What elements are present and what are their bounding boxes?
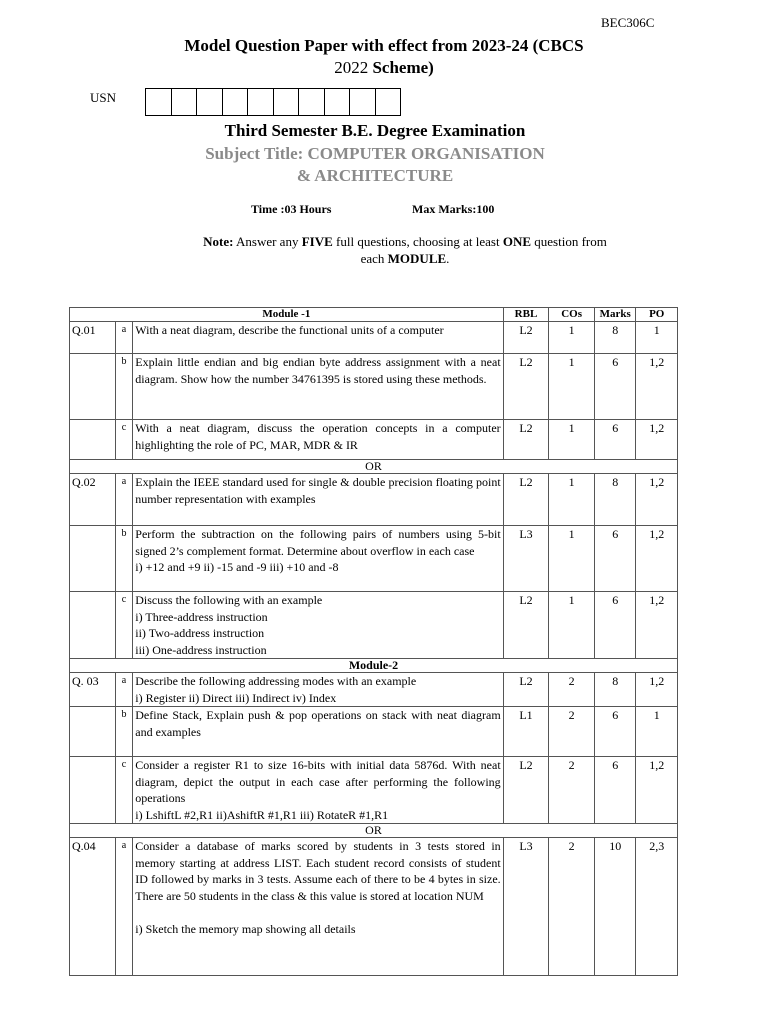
co-value: 1 — [549, 322, 595, 354]
rbl-value: L2 — [503, 757, 549, 824]
po-value: 2,3 — [636, 838, 678, 976]
question-text — [133, 673, 503, 707]
rbl-value: L2 — [503, 673, 549, 707]
course-code: BEC306C — [601, 15, 655, 30]
sub-question-letter: c — [115, 420, 133, 460]
po-value: 1,2 — [636, 526, 678, 592]
exam-title: Third Semester B.E. Degree Examination — [224, 121, 526, 140]
rbl-value: L3 — [503, 838, 549, 976]
marks-value: 6 — [594, 420, 636, 460]
po-value: 1 — [636, 707, 678, 757]
co-value: 2 — [549, 838, 595, 976]
question-text-line: Consider a database of marks scored by students in 3 tests stored in memory starting at address LIST. Each student record consists of student ID followed by marks in 3 tests. Assume each of there to be 4 bytes in size. There are 50 students in the class & this value is stored at location NUM — [135, 839, 501, 903]
sub-question-letter: a — [115, 673, 133, 707]
sub-question-letter: b — [115, 707, 133, 757]
paper-title — [0, 35, 768, 79]
table-row — [70, 673, 678, 707]
question-text-line: iii) One-address instruction — [135, 642, 267, 657]
title-line-2-word: Scheme) — [372, 58, 434, 77]
or-row — [70, 460, 678, 474]
subject-line-2: & ARCHITECTURE — [296, 166, 454, 185]
marks-value: 6 — [594, 592, 636, 659]
sub-question-letter: b — [115, 526, 133, 592]
question-text — [133, 757, 503, 824]
question-number: Q.04 — [70, 838, 116, 976]
rbl-value: L2 — [503, 420, 549, 460]
co-value: 1 — [549, 420, 595, 460]
rbl-value: L3 — [503, 526, 549, 592]
question-text — [133, 838, 503, 976]
marks-header: Marks — [594, 308, 636, 322]
question-number — [70, 757, 116, 824]
sub-question-letter: c — [115, 592, 133, 659]
rbl-value: L2 — [503, 474, 549, 526]
question-text-line: With a neat diagram, discuss the operation concepts in a computer highlighting the role of PC, MAR, MDR & IR — [135, 421, 501, 452]
usn-box[interactable] — [375, 88, 402, 116]
po-value: 1 — [636, 322, 678, 354]
subject-line-1: Subject Title: COMPUTER ORGANISATION — [205, 144, 545, 163]
table-row — [70, 757, 678, 824]
instructions-note — [190, 233, 620, 267]
rbl-header: RBL — [503, 308, 549, 322]
po-value: 1,2 — [636, 474, 678, 526]
co-value: 1 — [549, 592, 595, 659]
question-number: Q. 03 — [70, 673, 116, 707]
marks-value: 6 — [594, 526, 636, 592]
rbl-value: L2 — [503, 354, 549, 420]
time-allowed: Time :03 Hours — [251, 202, 332, 216]
question-number — [70, 592, 116, 659]
table-row — [70, 592, 678, 659]
po-value: 1,2 — [636, 420, 678, 460]
note-label: Note: — [203, 234, 234, 249]
usn-box[interactable] — [171, 88, 197, 116]
sub-question-letter: a — [115, 838, 133, 976]
sub-question-letter: c — [115, 757, 133, 824]
question-text — [133, 354, 503, 420]
note-five: FIVE — [301, 234, 333, 249]
question-number — [70, 526, 116, 592]
usn-box[interactable] — [349, 88, 375, 116]
subject-title — [0, 143, 750, 187]
co-value: 2 — [549, 757, 595, 824]
table-row — [70, 354, 678, 420]
question-text-line: i) +12 and +9 ii) -15 and -9 iii) +10 and -8 — [135, 560, 339, 574]
question-text-line: Explain the IEEE standard used for single & double precision floating point number representation with examples — [135, 475, 501, 506]
note-one: ONE — [502, 234, 532, 249]
or-label: OR — [70, 460, 678, 474]
question-text-line: i) Register ii) Direct iii) Indirect iv) Index — [135, 690, 337, 705]
table-row — [70, 838, 678, 976]
question-text — [133, 322, 503, 354]
co-value: 1 — [549, 354, 595, 420]
marks-value: 8 — [594, 474, 636, 526]
table-header-row — [70, 308, 678, 322]
module-2-row — [70, 659, 678, 673]
question-text — [133, 420, 503, 460]
usn-box[interactable] — [273, 88, 299, 116]
title-line-1: Model Question Paper with effect from 2023-24 (CBCS — [184, 36, 584, 55]
table-row — [70, 707, 678, 757]
note-text: Answer any — [233, 234, 302, 249]
question-text-line: Consider a register R1 to size 16-bits with initial data 5876d. With neat diagram, depict the output in each case after performing the following operations — [135, 758, 501, 805]
note-end: . — [446, 251, 450, 266]
table-row — [70, 474, 678, 526]
max-marks: Max Marks:100 — [412, 202, 495, 216]
question-text-line: Discuss the following with an example — [135, 593, 323, 607]
cos-header: COs — [549, 308, 595, 322]
sub-question-letter: a — [115, 322, 133, 354]
question-number — [70, 707, 116, 757]
or-label: OR — [70, 824, 678, 838]
question-text-line: With a neat diagram, describe the functional units of a computer — [135, 323, 444, 337]
question-text — [133, 592, 503, 659]
module-2-header: Module-2 — [70, 659, 678, 673]
sub-question-letter: a — [115, 474, 133, 526]
note-text: question from each — [360, 234, 607, 266]
note-text: full questions, choosing at least — [332, 234, 503, 249]
question-text-line: i) LshiftL #2,R1 ii)AshiftR #1,R1 iii) RotateR #1,R1 — [135, 807, 389, 822]
question-text-line: Explain little endian and big endian byte address assignment with a neat diagram. Show how the number 34761395 is stored using these methods. — [135, 355, 501, 386]
usn-label: USN — [90, 90, 117, 105]
usn-boxes[interactable] — [145, 88, 401, 116]
usn-box[interactable] — [145, 88, 171, 116]
question-text-line — [135, 904, 500, 921]
marks-value: 6 — [594, 707, 636, 757]
table-row — [70, 526, 678, 592]
usn-box[interactable] — [247, 88, 273, 116]
or-row — [70, 824, 678, 838]
question-number — [70, 420, 116, 460]
module-1-header: Module -1 — [70, 308, 504, 322]
table-row — [70, 322, 678, 354]
rbl-value: L1 — [503, 707, 549, 757]
po-header: PO — [636, 308, 678, 322]
question-table — [69, 307, 678, 976]
question-text — [133, 474, 503, 526]
title-line-2-year: 2022 — [334, 58, 369, 77]
question-number: Q.01 — [70, 322, 116, 354]
question-text-line: Define Stack, Explain push & pop operations on stack with neat diagram and examples — [135, 708, 501, 739]
question-text-line: i) Sketch the memory map showing all details — [135, 921, 356, 936]
co-value: 1 — [549, 526, 595, 592]
marks-value: 8 — [594, 322, 636, 354]
po-value: 1,2 — [636, 673, 678, 707]
po-value: 1,2 — [636, 592, 678, 659]
po-value: 1,2 — [636, 757, 678, 824]
co-value: 2 — [549, 673, 595, 707]
question-text-line: Describe the following addressing modes with an example — [135, 674, 417, 688]
usn-box[interactable] — [222, 88, 248, 116]
marks-value: 8 — [594, 673, 636, 707]
question-text-line: i) Three-address instruction — [135, 609, 268, 624]
question-text-line: ii) Two-address instruction — [135, 626, 265, 640]
marks-value: 6 — [594, 757, 636, 824]
usn-box[interactable] — [196, 88, 222, 116]
table-row — [70, 420, 678, 460]
sub-question-letter: b — [115, 354, 133, 420]
question-number: Q.02 — [70, 474, 116, 526]
question-text — [133, 707, 503, 757]
question-text-line: Perform the subtraction on the following pairs of numbers using 5-bit signed 2’s complement format. Determine about overflow in each case — [135, 527, 501, 558]
marks-value: 10 — [594, 838, 636, 976]
co-value: 1 — [549, 474, 595, 526]
usn-box[interactable] — [324, 88, 350, 116]
co-value: 2 — [549, 707, 595, 757]
note-module: MODULE — [387, 251, 447, 266]
rbl-value: L2 — [503, 322, 549, 354]
question-number — [70, 354, 116, 420]
question-text — [133, 526, 503, 592]
rbl-value: L2 — [503, 592, 549, 659]
usn-box[interactable] — [298, 88, 324, 116]
marks-value: 6 — [594, 354, 636, 420]
po-value: 1,2 — [636, 354, 678, 420]
